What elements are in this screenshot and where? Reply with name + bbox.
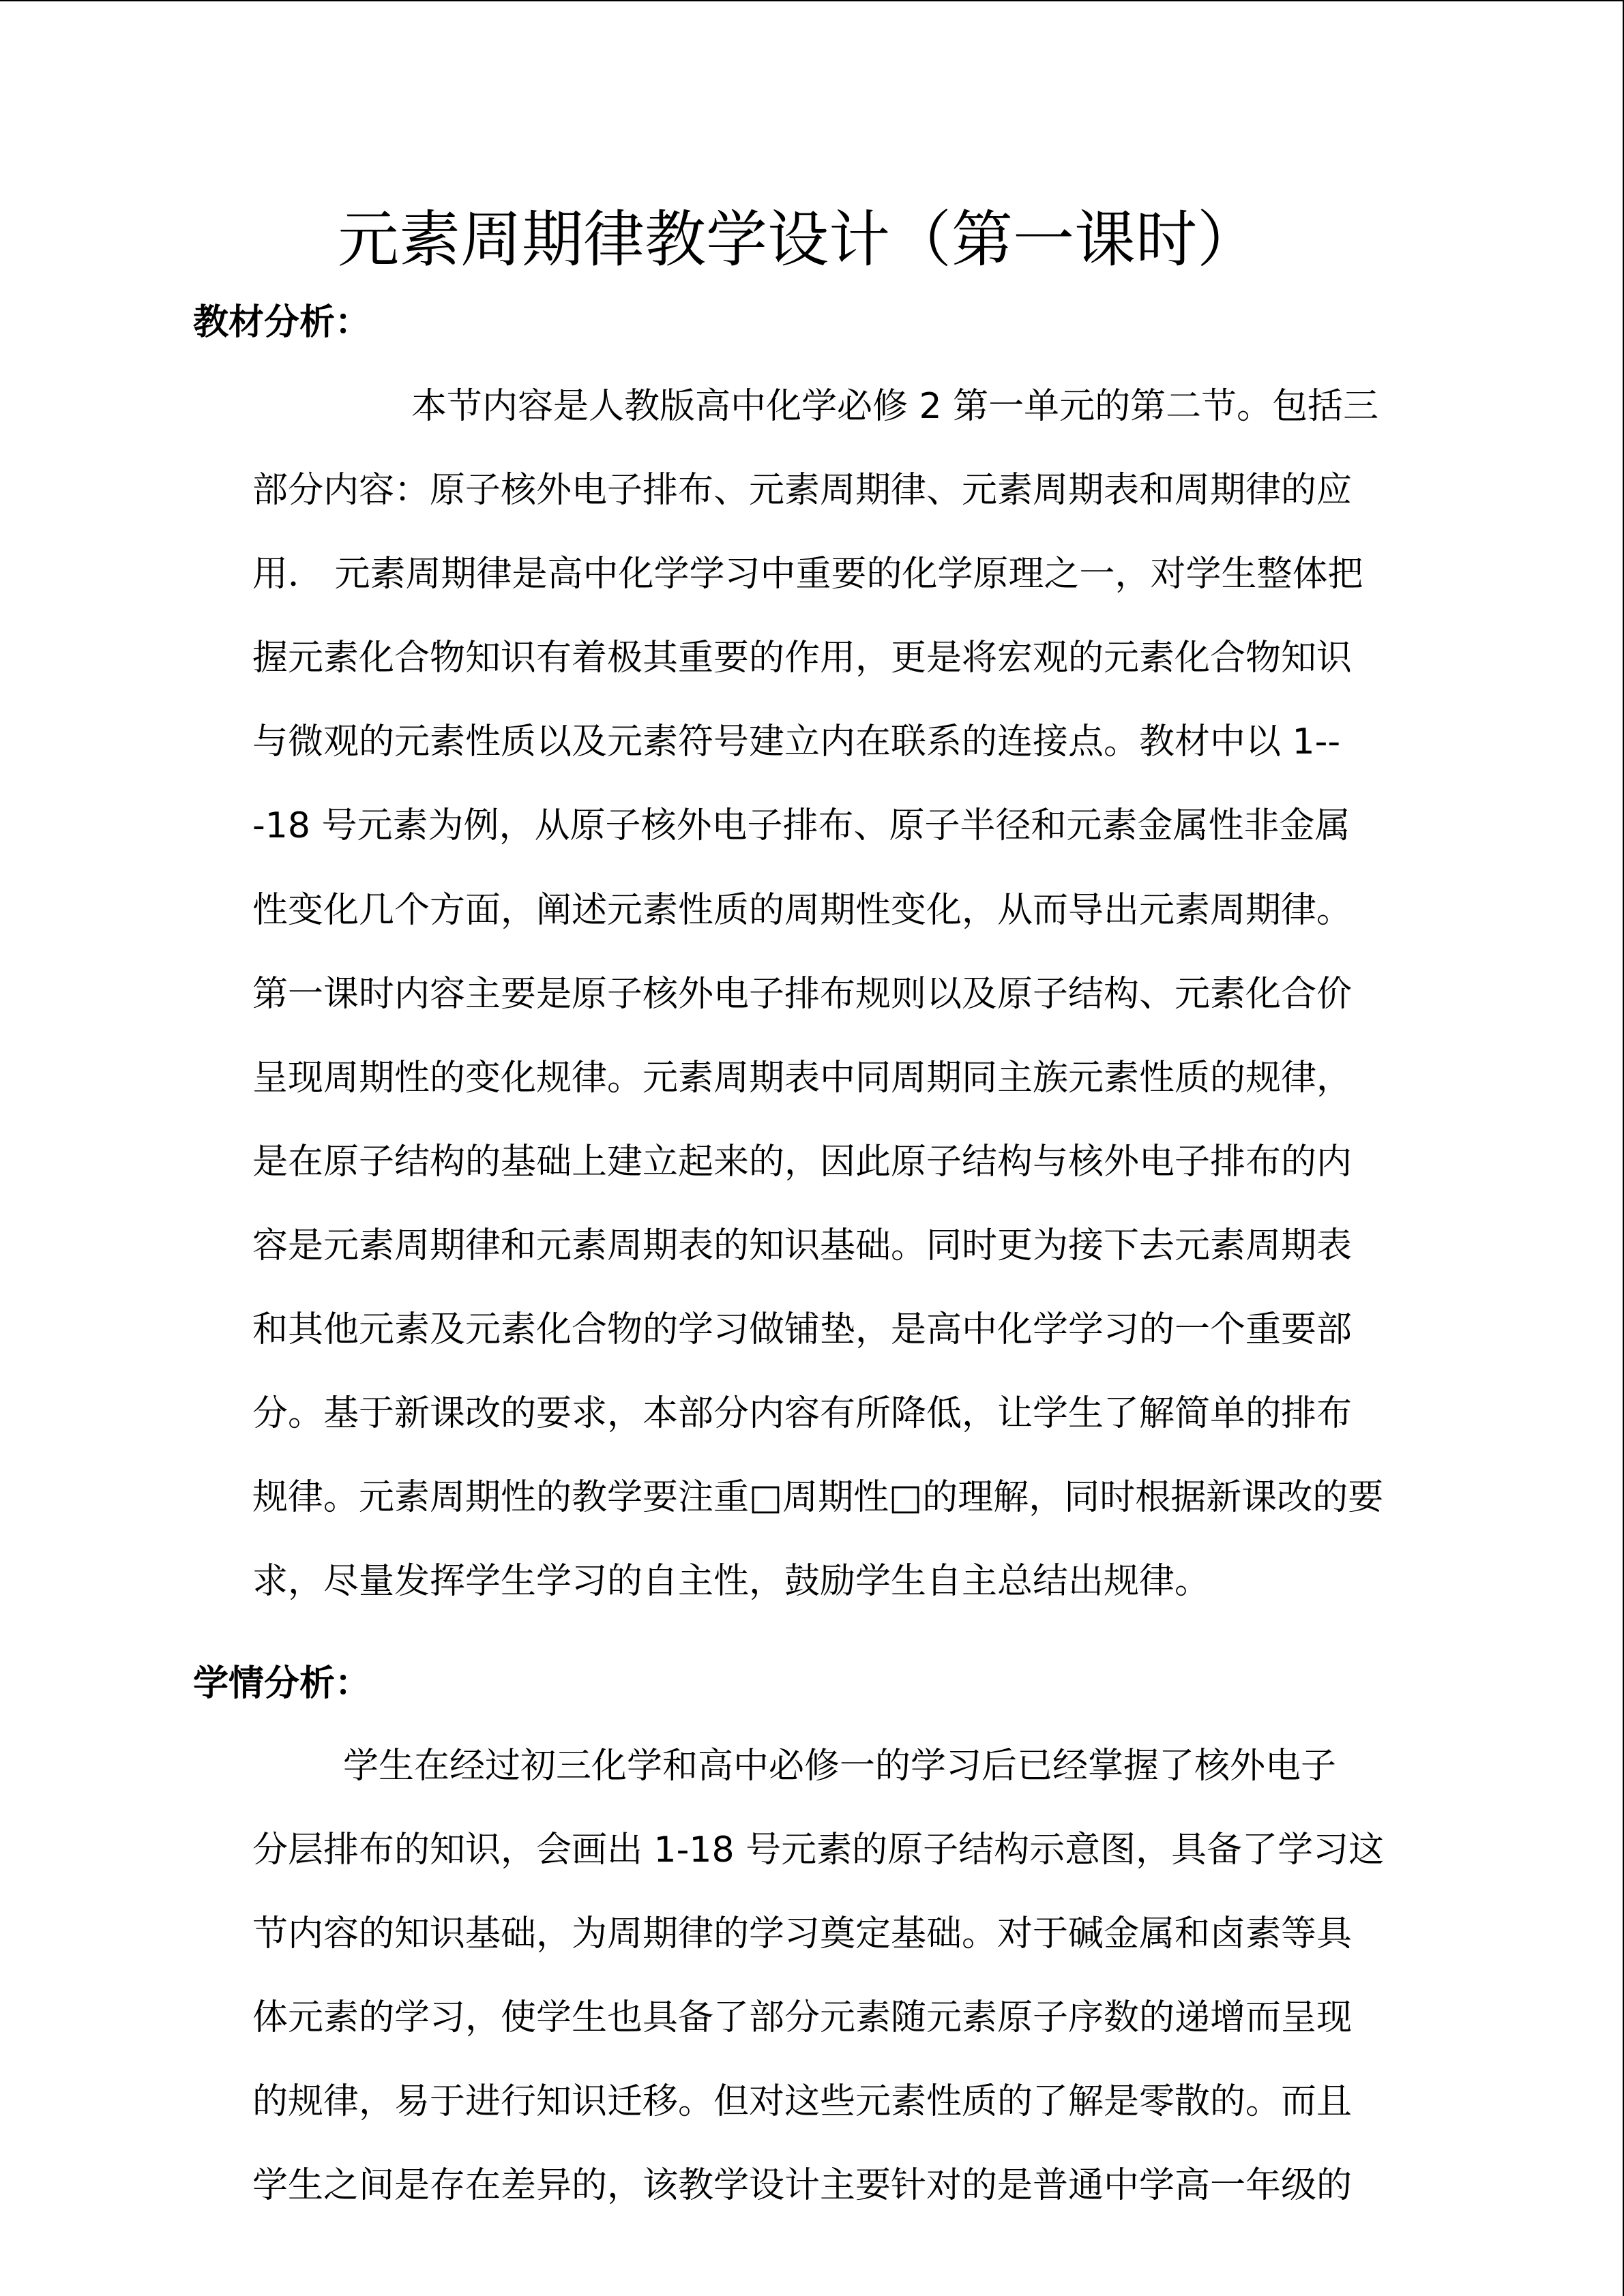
paragraph-line: 分层排布的知识，会画出 1-18 号元素的原子结构示意图，具备了学习这 [252, 1830, 1385, 1870]
paragraph-line: 规律。元素周期性的教学要注重□周期性□的理解，同时根据新课改的要 [252, 1477, 1384, 1518]
paragraph-line: 第一课时内容主要是原子核外电子排布规则以及原子结构、元素化合价 [252, 974, 1353, 1015]
paragraph-line: 与微观的元素性质以及元素符号建立内在联系的连接点。教材中以 1-- [252, 721, 1341, 762]
paragraph-line: 的规律，易于进行知识迁移。但对这些元素性质的了解是零散的。而且 [252, 2081, 1353, 2122]
document-title: 元素周期律教学设计（第一课时） [338, 204, 1258, 275]
paragraph-line: 呈现周期性的变化规律。元素周期表中同周期同主族元素性质的规律， [252, 1058, 1353, 1099]
paragraph-line: 容是元素周期律和元素周期表的知识基础。同时更为接下去元素周期表 [252, 1225, 1353, 1266]
paragraph-line: 求，尽量发挥学生学习的自主性，鼓励学生自主总结出规律。 [252, 1561, 1211, 1602]
paragraph-line: 节内容的知识基础，为周期律的学习奠定基础。对于碱金属和卤素等具 [252, 1913, 1353, 1954]
section-heading-student-analysis: 学情分析： [193, 1663, 371, 1704]
paragraph-line: 用． 元素周期律是高中化学学习中重要的化学原理之一，对学生整体把 [252, 554, 1363, 595]
paragraph-line: -18 号元素为例，从原子核外电子排布、原子半径和元素金属性非金属 [252, 805, 1350, 846]
section-heading-textbook-analysis: 教材分析： [193, 302, 371, 343]
paragraph-line: 和其他元素及元素化合物的学习做铺垫，是高中化学学习的一个重要部 [252, 1309, 1353, 1350]
paragraph-line: 分。基于新课改的要求，本部分内容有所降低，让学生了解简单的排布 [252, 1393, 1353, 1434]
page-top-border [0, 0, 1624, 1]
paragraph-line: 握元素化合物知识有着极其重要的作用，更是将宏观的元素化合物知识 [252, 638, 1353, 679]
paragraph-line: 性变化几个方面，阐述元素性质的周期性变化，从而导出元素周期律。 [252, 890, 1353, 931]
paragraph-line: 部分内容：原子核外电子排布、元素周期律、元素周期表和周期律的应 [252, 470, 1353, 511]
paragraph-line: 体元素的学习，使学生也具备了部分元素随元素原子序数的递增而呈现 [252, 1997, 1353, 2038]
paragraph-line: 本节内容是人教版高中化学必修 2 第一单元的第二节。包括三 [411, 386, 1379, 427]
paragraph-line: 学生在经过初三化学和高中必修一的学习后已经掌握了核外电子 [343, 1746, 1337, 1787]
paragraph-line: 是在原子结构的基础上建立起来的，因此原子结构与核外电子排布的内 [252, 1142, 1353, 1182]
paragraph-line: 学生之间是存在差异的，该教学设计主要针对的是普通中学高一年级的 [252, 2165, 1353, 2206]
